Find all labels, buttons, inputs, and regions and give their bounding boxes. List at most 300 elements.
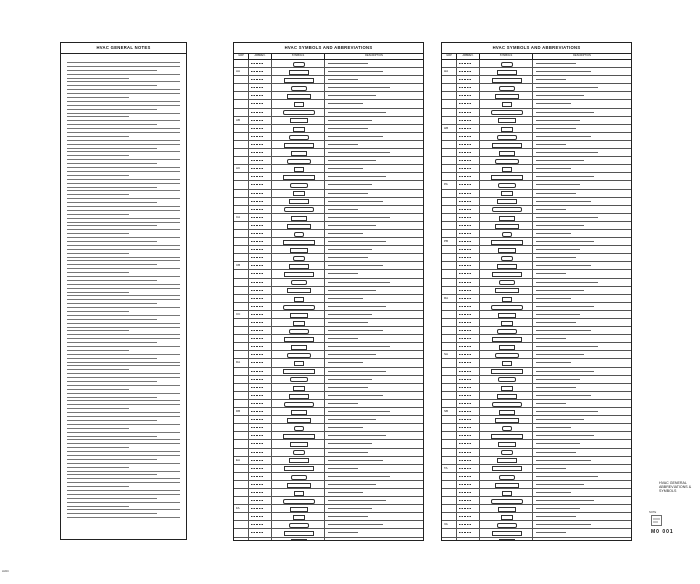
row-symbol-cell <box>480 222 533 229</box>
row-description-cell <box>325 392 423 399</box>
row-group-cell <box>234 400 249 407</box>
note-text-line <box>67 93 180 94</box>
row-group-cell <box>234 424 249 431</box>
row-description-cell <box>325 343 423 350</box>
note-text-line <box>67 210 180 211</box>
table-row <box>234 109 423 117</box>
row-symbol-cell <box>480 449 533 456</box>
row-description-cell <box>533 206 631 213</box>
row-description-cell <box>325 400 423 407</box>
symbol-mark <box>293 321 305 326</box>
description-mark <box>536 152 598 153</box>
table-row <box>234 319 423 327</box>
row-abbrev-cell <box>249 190 272 197</box>
note-text-line <box>67 175 129 176</box>
group-label: PB <box>444 239 449 244</box>
row-abbrev-cell <box>249 165 272 172</box>
row-description-cell <box>533 76 631 83</box>
abbrev-mark <box>459 460 471 461</box>
abbrev-mark <box>459 338 471 339</box>
symbol-mark <box>499 86 515 91</box>
abbrev-mark <box>251 452 263 453</box>
abbrev-mark <box>251 532 263 533</box>
row-abbrev-cell <box>249 76 272 83</box>
description-mark <box>328 298 363 299</box>
symbol-mark <box>491 434 523 439</box>
row-group-cell <box>442 230 457 237</box>
row-symbol-cell <box>480 343 533 350</box>
table-row <box>442 133 631 141</box>
symbol-mark <box>284 531 314 536</box>
row-symbol-cell <box>480 457 533 464</box>
table-row <box>442 222 631 230</box>
table-row <box>442 262 631 270</box>
row-group-cell <box>442 497 457 504</box>
description-mark <box>536 346 598 347</box>
table-row <box>442 100 631 108</box>
row-group-cell <box>234 521 249 528</box>
row-description-cell <box>533 376 631 383</box>
symbol-mark <box>495 224 519 229</box>
abbrev-mark <box>459 249 471 250</box>
row-group-cell <box>442 529 457 536</box>
symbols-left-title: HVAC SYMBOLS AND ABBREVIATIONS <box>234 43 423 54</box>
row-group-cell <box>234 246 249 253</box>
row-abbrev-cell <box>249 521 272 528</box>
row-abbrev-cell <box>249 100 272 107</box>
row-abbrev-cell <box>457 424 480 431</box>
abbrev-mark <box>459 298 471 299</box>
table-row <box>442 92 631 100</box>
row-group-cell <box>234 157 249 164</box>
row-symbol-cell <box>272 432 325 439</box>
row-description-cell <box>325 214 423 221</box>
description-mark <box>536 387 576 388</box>
row-abbrev-cell <box>249 295 272 302</box>
title-line-2: ABBREVIATIONS & <box>659 485 692 489</box>
symbol-mark <box>284 337 314 342</box>
row-symbol-cell <box>480 319 533 326</box>
row-abbrev-cell <box>457 230 480 237</box>
row-description-cell <box>325 384 423 391</box>
symbol-mark <box>498 442 516 447</box>
row-group-cell <box>234 505 249 512</box>
description-mark <box>536 282 598 283</box>
row-description-cell <box>533 408 631 415</box>
table-row <box>234 279 423 287</box>
row-abbrev-cell <box>457 473 480 480</box>
symbol-mark <box>497 199 517 204</box>
symbol-mark <box>283 369 315 374</box>
row-description-cell <box>533 125 631 132</box>
abbrev-mark <box>459 168 471 169</box>
note-text-line <box>67 264 157 265</box>
row-description-cell <box>325 92 423 99</box>
row-symbol-cell <box>272 76 325 83</box>
row-group-cell <box>442 327 457 334</box>
description-mark <box>536 298 571 299</box>
row-symbol-cell <box>272 173 325 180</box>
description-mark <box>328 79 358 80</box>
table-row <box>234 190 423 198</box>
symbol-mark <box>492 78 522 83</box>
note-text-line <box>67 257 180 258</box>
row-abbrev-cell <box>457 303 480 310</box>
row-abbrev-cell <box>457 84 480 91</box>
row-abbrev-cell <box>457 198 480 205</box>
note-text-line <box>67 136 129 137</box>
row-abbrev-cell <box>249 222 272 229</box>
row-abbrev-cell <box>249 513 272 520</box>
note-text-line <box>67 486 129 487</box>
description-mark <box>536 419 584 420</box>
note-text-line <box>67 81 180 82</box>
row-symbol-cell <box>480 303 533 310</box>
header-symbols: SYMBOLS <box>272 53 325 59</box>
row-description-cell <box>325 84 423 91</box>
description-mark <box>536 435 594 436</box>
description-mark <box>328 128 368 129</box>
row-group-cell <box>234 181 249 188</box>
abbrev-mark <box>459 144 471 145</box>
row-group-cell <box>234 270 249 277</box>
row-description-cell <box>533 497 631 504</box>
row-symbol-cell <box>480 311 533 318</box>
table-row <box>234 376 423 384</box>
row-symbol-cell <box>480 149 533 156</box>
row-description-cell <box>325 481 423 488</box>
row-group-cell <box>442 432 457 439</box>
abbrev-mark <box>459 290 471 291</box>
row-description-cell <box>533 384 631 391</box>
row-symbol-cell <box>480 198 533 205</box>
row-group-cell <box>442 408 457 415</box>
note-text-line <box>67 358 157 359</box>
table-row <box>442 303 631 311</box>
abbrev-mark <box>459 476 471 477</box>
table-row <box>234 262 423 270</box>
note-text-line <box>67 218 180 219</box>
row-symbol-cell <box>480 206 533 213</box>
description-mark <box>328 322 368 323</box>
table-row <box>442 384 631 392</box>
description-mark <box>536 225 584 226</box>
symbol-mark <box>284 466 314 471</box>
description-mark <box>328 103 363 104</box>
symbol-mark <box>289 394 309 399</box>
description-mark <box>536 290 584 291</box>
symbol-mark <box>284 207 314 212</box>
row-description-cell <box>325 457 423 464</box>
row-description-cell <box>533 262 631 269</box>
note-text-line <box>67 295 180 296</box>
row-group-cell <box>234 68 249 75</box>
row-abbrev-cell <box>249 157 272 164</box>
note-text-line <box>67 307 180 308</box>
row-description-cell <box>325 408 423 415</box>
table-row <box>442 279 631 287</box>
symbol-mark <box>498 377 516 382</box>
row-description-cell <box>533 343 631 350</box>
description-mark <box>536 201 591 202</box>
row-symbol-cell <box>272 295 325 302</box>
row-abbrev-cell <box>457 529 480 536</box>
note-text-line <box>67 171 180 172</box>
row-symbol-cell <box>272 424 325 431</box>
title-line-3: SYMBOLS <box>659 489 677 493</box>
row-description-cell <box>325 198 423 205</box>
row-description-cell <box>533 351 631 358</box>
note-text-line <box>67 428 129 429</box>
abbrev-mark <box>459 516 471 517</box>
symbol-mark <box>502 232 512 237</box>
table-row <box>442 173 631 181</box>
description-mark <box>536 249 580 250</box>
header-grp: GRP <box>442 53 457 59</box>
description-mark <box>536 354 584 355</box>
abbrev-mark <box>459 184 471 185</box>
group-label: TA <box>444 465 448 470</box>
row-group-cell <box>234 327 249 334</box>
row-group-cell <box>442 465 457 472</box>
abbrev-mark <box>251 379 263 380</box>
symbol-mark <box>501 127 513 132</box>
description-mark <box>328 460 383 461</box>
symbol-mark <box>293 515 305 520</box>
group-label: RA <box>444 295 449 300</box>
abbrev-mark <box>251 265 263 266</box>
abbrev-mark <box>251 71 263 72</box>
row-description-cell <box>533 279 631 286</box>
table-row <box>442 327 631 335</box>
table-row <box>442 408 631 416</box>
note-text-line <box>67 187 157 188</box>
row-symbol-cell <box>480 287 533 294</box>
row-symbol-cell <box>480 165 533 172</box>
row-symbol-cell <box>272 473 325 480</box>
row-group-cell <box>234 432 249 439</box>
row-abbrev-cell <box>249 432 272 439</box>
row-symbol-cell <box>272 416 325 423</box>
row-description-cell <box>325 279 423 286</box>
row-abbrev-cell <box>457 465 480 472</box>
row-abbrev-cell <box>249 481 272 488</box>
row-abbrev-cell <box>457 157 480 164</box>
row-symbol-cell <box>272 100 325 107</box>
row-abbrev-cell <box>249 489 272 496</box>
group-label: CB <box>236 263 241 268</box>
row-description-cell <box>533 68 631 75</box>
abbrev-mark <box>251 120 263 121</box>
row-group-cell <box>442 173 457 180</box>
table-row <box>442 497 631 505</box>
table-row <box>442 473 631 481</box>
table-row <box>234 254 423 262</box>
row-abbrev-cell <box>249 303 272 310</box>
symbol-mark <box>498 183 516 188</box>
row-abbrev-cell <box>457 76 480 83</box>
description-mark <box>536 314 580 315</box>
row-symbol-cell <box>480 230 533 237</box>
row-group-cell <box>442 473 457 480</box>
symbol-mark <box>491 499 523 504</box>
abbrev-mark <box>251 103 263 104</box>
row-group-cell <box>234 125 249 132</box>
description-mark <box>536 144 566 145</box>
abbrev-mark <box>459 87 471 88</box>
note-text-line <box>67 420 157 421</box>
description-mark <box>328 184 372 185</box>
title-block <box>637 481 692 539</box>
note-text-line <box>67 89 180 90</box>
note-text-line <box>67 225 157 226</box>
row-group-cell <box>234 473 249 480</box>
symbol-mark <box>491 369 523 374</box>
note-text-line <box>67 494 180 495</box>
row-symbol-cell <box>480 335 533 342</box>
row-group-cell <box>234 538 249 541</box>
row-group-cell <box>442 157 457 164</box>
symbol-mark <box>293 127 305 132</box>
row-group-cell <box>234 238 249 245</box>
description-mark <box>536 411 598 412</box>
row-abbrev-cell <box>249 262 272 269</box>
description-mark <box>328 241 386 242</box>
table-row <box>234 424 423 432</box>
note-text-line <box>67 474 157 475</box>
note-text-line <box>67 299 180 300</box>
abbrev-mark <box>459 273 471 274</box>
row-description-cell <box>325 133 423 140</box>
description-mark <box>328 249 372 250</box>
row-symbol-cell <box>480 133 533 140</box>
row-group-cell <box>234 198 249 205</box>
row-group-cell <box>442 351 457 358</box>
row-description-cell <box>325 311 423 318</box>
row-group-cell <box>442 481 457 488</box>
table-row <box>442 513 631 521</box>
abbrev-mark <box>459 63 471 64</box>
row-abbrev-cell <box>457 254 480 261</box>
row-symbol-cell <box>272 505 325 512</box>
row-description-cell <box>533 222 631 229</box>
row-group-cell <box>442 335 457 342</box>
row-description-cell <box>533 270 631 277</box>
note-text-line <box>67 116 129 117</box>
row-abbrev-cell <box>457 538 480 541</box>
row-symbol-cell <box>272 206 325 213</box>
header-description: DESCRIPTION <box>573 54 591 57</box>
abbrev-mark <box>251 160 263 161</box>
row-symbol-cell <box>480 100 533 107</box>
table-row <box>442 206 631 214</box>
note-text-line <box>67 346 180 347</box>
description-mark <box>536 63 576 64</box>
row-abbrev-cell <box>457 238 480 245</box>
row-group-cell <box>234 117 249 124</box>
row-symbol-cell <box>272 327 325 334</box>
description-mark <box>536 395 591 396</box>
description-mark <box>536 87 598 88</box>
row-group-cell <box>442 84 457 91</box>
abbrev-mark <box>459 120 471 121</box>
description-mark <box>328 427 363 428</box>
table-row <box>442 432 631 440</box>
abbrev-mark <box>459 160 471 161</box>
row-symbol-cell <box>480 368 533 375</box>
row-symbol-cell <box>272 465 325 472</box>
note-text-line <box>67 151 180 152</box>
description-mark <box>536 322 576 323</box>
row-symbol-cell <box>480 489 533 496</box>
symbol-mark <box>287 418 311 423</box>
row-abbrev-cell <box>457 408 480 415</box>
row-symbol-cell <box>480 270 533 277</box>
table-row <box>442 125 631 133</box>
row-abbrev-cell <box>457 351 480 358</box>
symbol-mark <box>491 240 523 245</box>
row-symbol-cell <box>272 84 325 91</box>
row-symbol-cell <box>480 521 533 528</box>
row-description-cell <box>325 327 423 334</box>
row-symbol-cell <box>480 424 533 431</box>
table-row <box>234 76 423 84</box>
description-mark <box>328 452 368 453</box>
symbol-mark <box>289 264 309 269</box>
table-row <box>442 165 631 173</box>
description-mark <box>328 492 363 493</box>
row-symbol-cell <box>272 68 325 75</box>
table-row <box>234 125 423 133</box>
table-row <box>234 505 423 513</box>
table-row <box>442 538 631 541</box>
table-row <box>234 100 423 108</box>
note-text-line <box>67 163 157 164</box>
table-row <box>442 238 631 246</box>
note-text-line <box>67 393 180 394</box>
abbrev-mark <box>251 241 263 242</box>
row-group-cell <box>234 359 249 366</box>
row-symbol-cell <box>272 457 325 464</box>
title-note-label: NOTE <box>649 511 657 514</box>
abbrev-mark <box>251 298 263 299</box>
note-text-line <box>67 334 180 335</box>
symbol-mark <box>290 248 308 253</box>
table-row <box>234 521 423 529</box>
row-description-cell <box>533 335 631 342</box>
row-group-cell <box>234 376 249 383</box>
row-symbol-cell <box>272 165 325 172</box>
row-group-cell <box>442 76 457 83</box>
title-line-1: HVAC GENERAL <box>659 481 687 485</box>
row-abbrev-cell <box>457 270 480 277</box>
row-abbrev-cell <box>457 92 480 99</box>
table-row <box>234 198 423 206</box>
row-symbol-cell <box>480 254 533 261</box>
symbol-mark <box>497 523 517 528</box>
row-group-cell <box>234 497 249 504</box>
abbrev-mark <box>459 152 471 153</box>
abbrev-mark <box>251 290 263 291</box>
abbrev-mark <box>251 338 263 339</box>
abbrev-mark <box>251 176 263 177</box>
symbol-mark <box>294 491 304 496</box>
row-group-cell <box>442 206 457 213</box>
row-abbrev-cell <box>249 109 272 116</box>
note-text-line <box>67 229 180 230</box>
table-row <box>442 287 631 295</box>
row-group-cell <box>234 60 249 67</box>
